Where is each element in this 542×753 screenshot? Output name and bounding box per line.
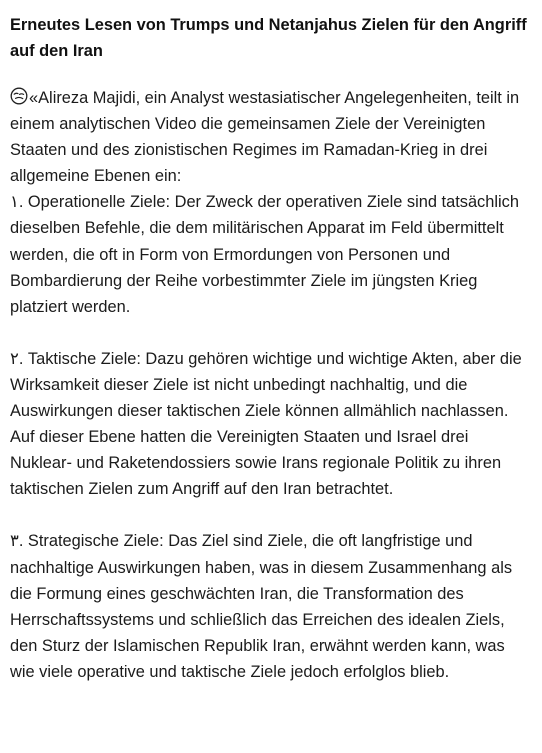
speaking-head-icon: [10, 87, 28, 105]
point-tactical: ٢. Taktische Ziele: Dazu gehören wichtige und wichtige Akten, aber die Wirksamkeit dieser Ziele ist nicht unbedingt nachhaltig, und die Auswirkungen dieser taktischen Ziele können allmählich nachlassen. Auf dieser Ebene hatten die Vereinigten Staaten und Israel drei Nuklear- und Raketendossiers sowie Irans regionale Politik zu ihren taktischen Zielen zum Angriff auf den Iran betrachtet.: [10, 349, 522, 499]
point-strategic: ٣. Strategische Ziele: Das Ziel sind Ziele, die oft langfristige und nachhaltige Auswirkungen haben, was in diesem Zusammenhang als die Formung eines geschwächten Iran, die Transformation des Herrschaftssystems und schließlich das Erreichen des idealen Ziels, den Sturz der Islamischen Republik Iran, erwähnt werden kann, was wie viele operative und taktische Ziele jedoch erfolglos blieb.: [10, 532, 513, 681]
article-body: [10, 85, 532, 685]
point-operational: ١. Operationelle Ziele: Der Zweck der operativen Ziele sind tatsächlich dieselben Befehle, die dem militärischen Apparat im Feld übermittelt werden, die oft in Form von Ermordungen von Personen und Bombardierung der Reihe vorbestimmter Ziele im jüngsten Krieg platziert werden.: [10, 193, 519, 316]
article-title: Erneutes Lesen von Trumps und Netanjahus Zielen für den Angriff auf den Iran: [10, 16, 527, 60]
intro-text: «Alireza Majidi, ein Analyst westasiatischer Angelegenheiten, teilt in einem analytischen Video die gemeinsamen Ziele der Vereinigten Staaten und des zionistischen Regimes im Ramadan-Krieg in drei allgemeine Ebenen ein:: [10, 89, 520, 186]
intro-paragraph: [10, 85, 532, 189]
